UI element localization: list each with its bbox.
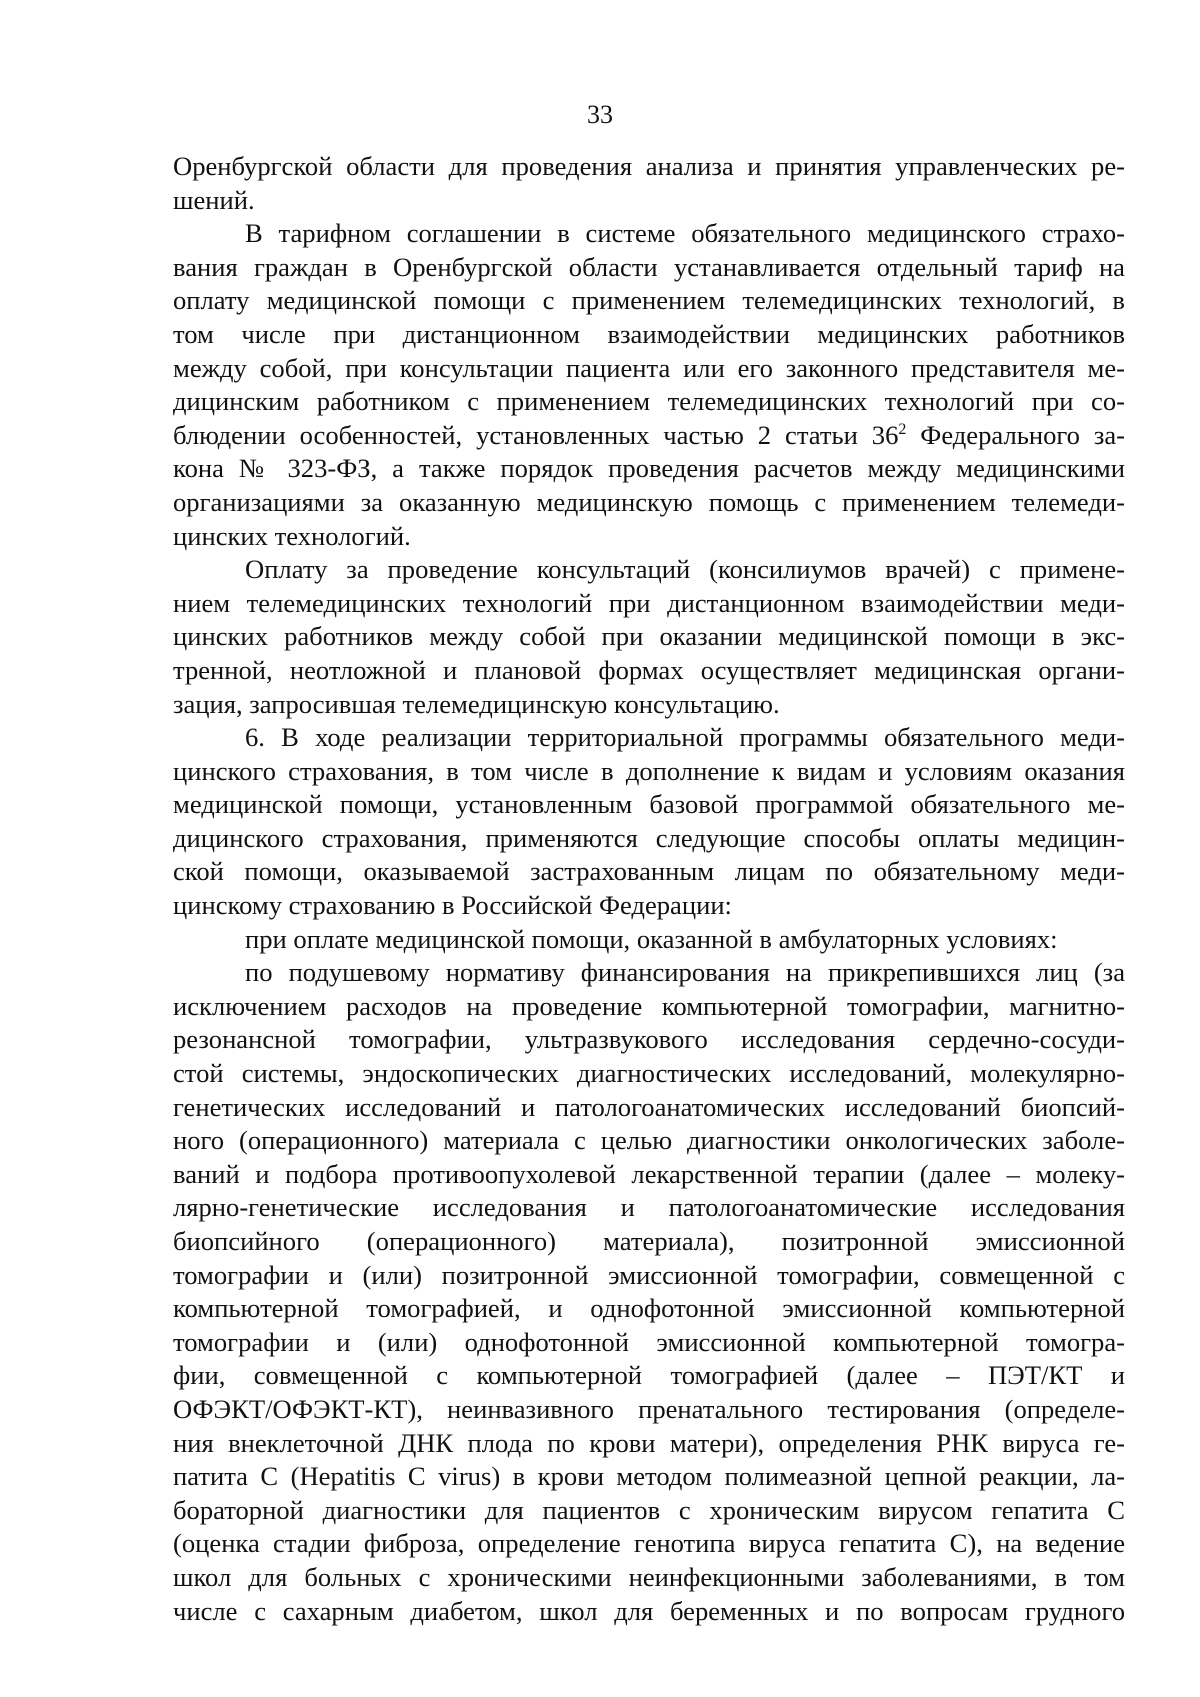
text-line <box>173 217 1125 251</box>
text-line <box>173 318 1125 352</box>
text-line <box>173 1225 1125 1259</box>
text-line <box>173 620 1125 654</box>
text-line-content: 6. В ходе реализации территориальной программы обязательного меди- <box>245 722 1125 753</box>
text-line-content: ской помощи, оказываемой застрахованным лицам по обязательному меди- <box>173 856 1125 887</box>
text-line-content: вания граждан в Оренбургской области устанавливается отдельный тариф на <box>173 251 1125 282</box>
text-line-content: цинских работников между собой при оказании медицинской помощи в экс- <box>173 621 1125 652</box>
text-line-content: числе с сахарным диабетом, школ для беременных и по вопросам грудного <box>173 1595 1125 1626</box>
text-line-content: зация, запросившая телемедицинскую консультацию. <box>173 688 780 719</box>
text-line <box>173 553 1125 587</box>
text-line <box>173 1494 1125 1528</box>
text-line-content: между собой, при консультации пациента или его законного представителя ме- <box>173 352 1125 383</box>
text-line <box>173 284 1125 318</box>
text-line <box>173 855 1125 889</box>
text-line-content: оплату медицинской помощи с применением телемедицинских технологий, в <box>173 285 1125 316</box>
text-line <box>173 889 1125 923</box>
text-line-content: цинского страхования, в том числе в дополнение к видам и условиям оказания <box>173 755 1125 786</box>
text-line-content: генетических исследований и патологоанатомических исследований биопсий- <box>173 1091 1125 1122</box>
text-line-content: фии, совмещенной с компьютерной томографией (далее – ПЭТ/КТ и <box>173 1360 1125 1391</box>
text-line-content: кона № 323-ФЗ, а также порядок проведения расчетов между медицинскими <box>173 453 1125 484</box>
text-line-content: том числе при дистанционном взаимодействии медицинских работников <box>173 318 1125 349</box>
text-line-content: организациями за оказанную медицинскую помощь с применением телемеди- <box>173 486 1125 517</box>
text-line-content: ного (операционного) материала с целью диагностики онкологических заболе- <box>173 1125 1125 1156</box>
text-line <box>173 956 1125 990</box>
text-line <box>173 520 1125 554</box>
page-number: 33 <box>587 100 613 129</box>
text-line <box>173 1527 1125 1561</box>
text-line-content: компьютерной томографией, и однофотонной эмиссионной компьютерной <box>173 1293 1125 1324</box>
text-line-content: стой системы, эндоскопических диагностических исследований, молекулярно- <box>173 1058 1125 1089</box>
text-line <box>173 385 1125 419</box>
text-line <box>173 1561 1125 1595</box>
text-line-content: ваний и подбора противоопухолевой лекарственной терапии (далее – молеку- <box>173 1158 1125 1189</box>
text-line <box>173 150 1125 184</box>
text-line-content: лярно-генетические исследования и патологоанатомические исследования <box>173 1192 1125 1223</box>
text-line-content: школ для больных с хроническими неинфекционными заболеваниями, в том <box>173 1561 1125 1592</box>
document-body <box>173 150 1125 1628</box>
text-line <box>173 184 1125 218</box>
text-line-content: цинских технологий. <box>173 520 411 551</box>
text-line-content: дицинского страхования, применяются следующие способы оплаты медицин- <box>173 822 1125 853</box>
text-line <box>173 486 1125 520</box>
text-line-content: медицинской помощи, установленным базовой программой обязательного ме- <box>173 789 1125 820</box>
text-line <box>173 1057 1125 1091</box>
text-line-content: бораторной диагностики для пациентов с хроническим вирусом гепатита С <box>173 1494 1125 1525</box>
text-line <box>173 755 1125 789</box>
text-line-content: (оценка стадии фиброза, определение генотипа вируса гепатита С), на ведение <box>173 1528 1125 1559</box>
text-line-content: тренной, неотложной и плановой формах осуществляет медицинская органи- <box>173 654 1125 685</box>
text-line-content: резонансной томографии, ультразвукового исследования сердечно-сосуди- <box>173 1024 1125 1055</box>
text-line <box>173 1292 1125 1326</box>
text-line-content: исключением расходов на проведение компьютерной томографии, магнитно- <box>173 990 1125 1021</box>
text-line <box>173 1158 1125 1192</box>
text-line <box>173 923 1125 957</box>
text-line-content: ОФЭКТ/ОФЭКТ-КТ), неинвазивного пренатального тестирования (определе- <box>173 1393 1125 1424</box>
text-line-content: дицинским работником с применением телемедицинских технологий при со- <box>173 386 1125 417</box>
text-line-continuation: Федерального за- <box>906 419 1125 450</box>
text-line <box>173 1359 1125 1393</box>
text-line <box>173 721 1125 755</box>
text-line <box>173 1259 1125 1293</box>
text-line-content: нием телемедицинских технологий при дистанционном взаимодействии меди- <box>173 587 1125 618</box>
text-line-content: Оплату за проведение консультаций (консилиумов врачей) с примене- <box>245 554 1125 585</box>
text-line-content: томографии и (или) позитронной эмиссионной томографии, совмещенной с <box>173 1259 1125 1290</box>
text-line <box>173 251 1125 285</box>
text-line-content: цинскому страхованию в Российской Федерации: <box>173 890 732 921</box>
text-line <box>173 1595 1125 1629</box>
text-line-content: патита С (Hepatitis C virus) в крови методом полимеазной цепной реакции, ла- <box>173 1461 1125 1492</box>
text-line <box>173 1124 1125 1158</box>
text-line-content: В тарифном соглашении в системе обязательного медицинского страхо- <box>245 218 1125 249</box>
text-line <box>173 990 1125 1024</box>
text-line <box>173 688 1125 722</box>
text-line <box>173 419 1125 453</box>
text-line-content: при оплате медицинской помощи, оказанной в амбулаторных условиях: <box>245 923 1058 954</box>
text-line-content: биопсийного (операционного) материала), позитронной эмиссионной <box>173 1226 1125 1256</box>
superscript: 2 <box>898 420 907 438</box>
text-line <box>173 1393 1125 1427</box>
text-line <box>173 1326 1125 1360</box>
text-line <box>173 352 1125 386</box>
text-line <box>173 1191 1125 1225</box>
text-line-content: по подушевому нормативу финансирования на прикрепившихся лиц (за <box>245 957 1125 988</box>
text-line-content: ния внеклеточной ДНК плода по крови матери), определения РНК вируса ге- <box>173 1427 1125 1458</box>
text-line-content: блюдении особенностей, установленных частью 2 статьи 36 <box>173 419 899 450</box>
text-line <box>173 654 1125 688</box>
text-line-content: Оренбургской области для проведения анализа и принятия управленческих ре- <box>173 151 1125 181</box>
text-line <box>173 1460 1125 1494</box>
text-line <box>173 788 1125 822</box>
text-line <box>173 1427 1125 1461</box>
text-line <box>173 1023 1125 1057</box>
text-line <box>173 822 1125 856</box>
text-line-content: томографии и (или) однофотонной эмиссионной компьютерной томогра- <box>173 1326 1125 1357</box>
text-line <box>173 587 1125 621</box>
text-line <box>173 452 1125 486</box>
text-line-content: шений. <box>173 184 255 215</box>
text-line <box>173 1091 1125 1125</box>
